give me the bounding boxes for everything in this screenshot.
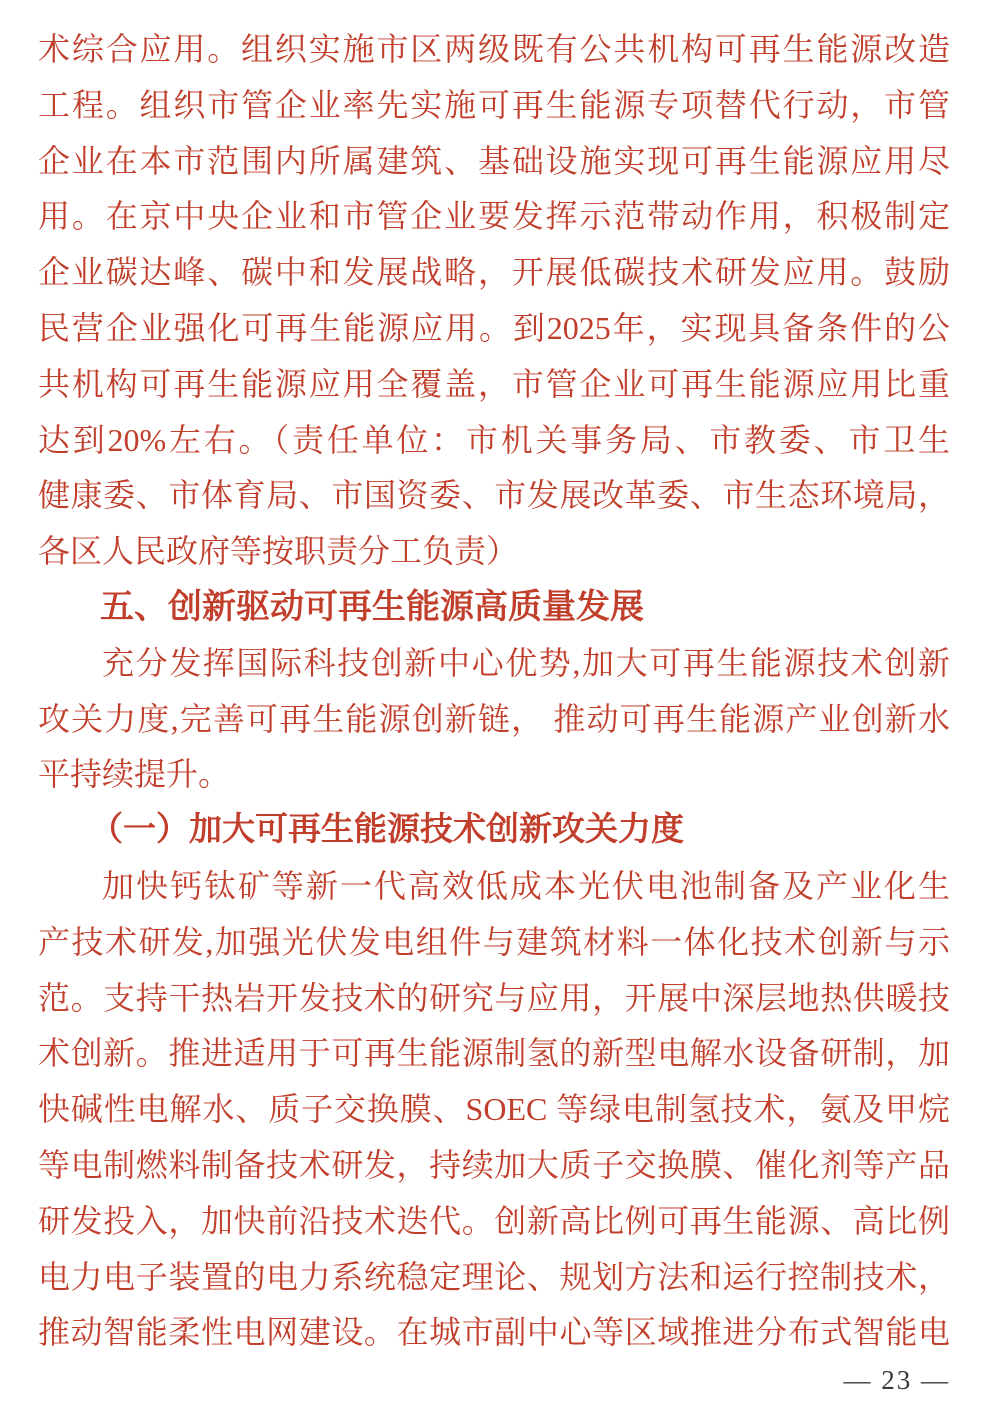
text-line: 推动智能柔性电网建设。在城市副中心等区域推进分布式智能电 <box>38 1314 950 1351</box>
text-line: 共机构可再生能源应用全覆盖，市管企业可再生能源应用比重 <box>38 365 950 402</box>
text-line: 民营企业强化可再生能源应用。到2025年，实现具备条件的公 <box>38 309 950 346</box>
page-number: — 23 — <box>843 1365 950 1395</box>
text-line: 术综合应用。组织实施市区两级既有公共机构可再生能源改造 <box>38 31 950 67</box>
text-line: 快碱性电解水、质子交换膜、SOEC 等绿电制氢技术，氨及甲烷 <box>38 1091 950 1128</box>
text-line: 企业碳达峰、碳中和发展战略，开展低碳技术研发应用。鼓励 <box>38 254 950 291</box>
text-line: 加快钙钛矿等新一代高效低成本光伏电池制备及产业化生 <box>102 867 950 904</box>
text-line: 攻关力度,完善可再生能源创新链， 推动可再生能源产业创新水 <box>38 700 950 737</box>
text-line: 平持续提升。 <box>38 756 231 793</box>
text-line: 等电制燃料制备技术研发，持续加大质子交换膜、催化剂等产品 <box>38 1146 950 1183</box>
text-line: 范。支持干热岩开发技术的研究与应用，开展中深层地热供暖技 <box>38 979 950 1016</box>
text-line: 充分发挥国际科技创新中心优势,加大可再生能源技术创新 <box>102 644 950 681</box>
text-line: 研发投入，加快前沿技术迭代。创新高比例可再生能源、高比例 <box>38 1202 950 1239</box>
text-line: 各区人民政府等按职责分工负责） <box>38 533 519 570</box>
document-body <box>38 22 950 1361</box>
text-line: 企业在本市范围内所属建筑、基础设施实现可再生能源应用尽 <box>38 142 950 179</box>
text-line: 健康委、市体育局、市国资委、市发展改革委、市生态环境局， <box>38 477 950 514</box>
text-line: 工程。组织市管企业率先实施可再生能源专项替代行动，市管 <box>38 86 950 123</box>
text-line: 产技术研发,加强光伏发电组件与建筑材料一体化技术创新与示 <box>38 923 950 960</box>
text-line: 术创新。推进适用于可再生能源制氢的新型电解水设备研制，加 <box>38 1035 950 1072</box>
text-line: 用。在京中央企业和市管企业要发挥示范带动作用，积极制定 <box>38 198 950 235</box>
subsection-heading: （一）加大可再生能源技术创新攻关力度 <box>90 812 684 849</box>
section-heading: 五、创新驱动可再生能源高质量发展 <box>100 587 644 626</box>
text-line: 电力电子装置的电力系统稳定理论、规划方法和运行控制技术， <box>38 1258 950 1295</box>
text-line: 达到20%左右。（责任单位：市机关事务局、市教委、市卫生 <box>38 421 950 458</box>
